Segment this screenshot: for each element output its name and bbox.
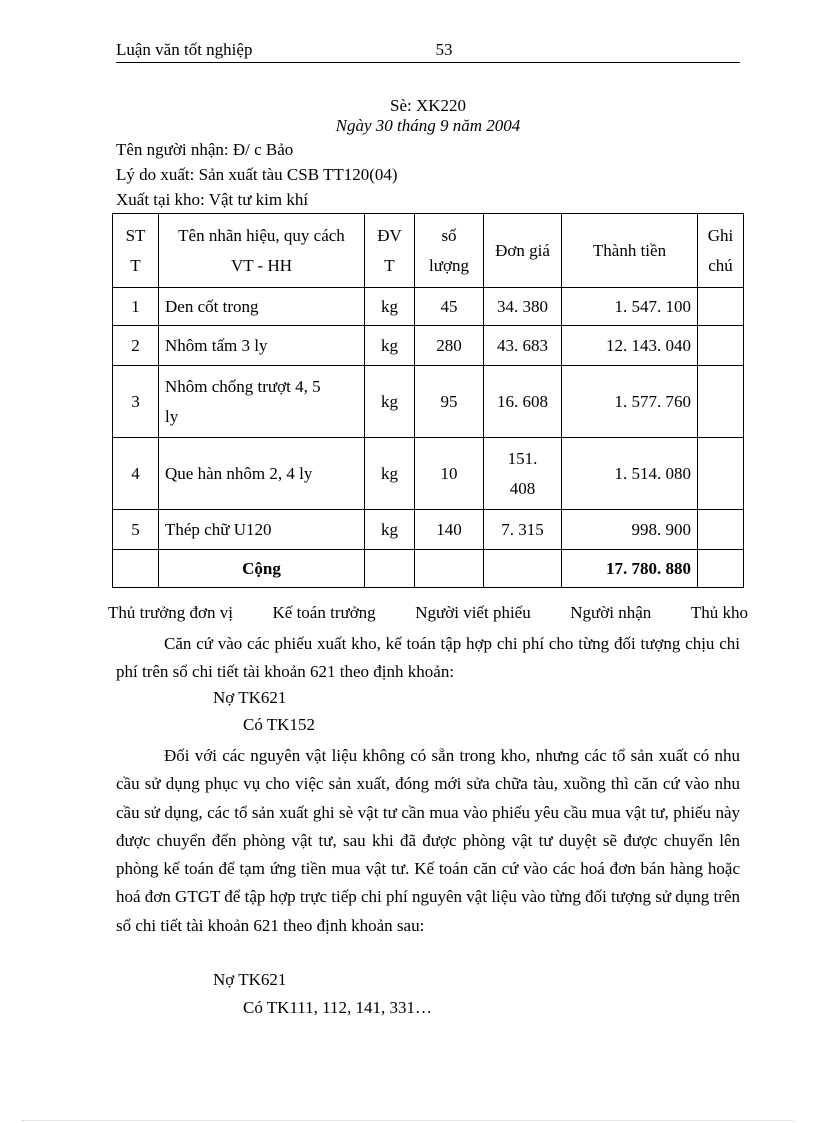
- paragraph-2: Đối với các nguyên vật liệu không có sẵn trong kho, nhưng các tổ sản xuất có nhu cầu sử dụng phục vụ cho việc sản xuất, đóng mới sửa chữa tàu, xuồng thì căn cứ vào nhu cầu sử dụng, các tổ sản xuất ghi sè vật tư cần mua vào phiếu yêu cầu mua vật tư, phiếu này được chuyển đến phòng vật tư, sau khi đã được phòng vật tư duyệt sẽ được chuyển lên phòng kế toán để tạm ứng tiền mua vật tư. Kế toán căn cứ vào các hoá đơn bán hàng hoặc hoá đơn GTGT để tập hợp trực tiếp chi phí nguyên vật liệu vào từng đối tượng sử dụng trên sổ chi tiết tài khoản 621 theo định khoản sau:: [116, 746, 740, 935]
- table-row: 2 Nhôm tấm 3 ly kg 280 43. 683 12. 143. 040: [113, 326, 744, 366]
- header-amount: Thành tiền: [562, 214, 698, 288]
- table-row: 5 Thép chữ U120 kg 140 7. 315 998. 900: [113, 510, 744, 550]
- signature-storekeeper: Thủ kho: [690, 603, 748, 622]
- header-note: Ghi chú: [698, 214, 744, 288]
- header-title: Luận văn tốt nghiệp: [116, 40, 253, 59]
- page-bottom-divider: [22, 1120, 794, 1121]
- recipient-line: Tên người nhận: Đ/ c Bảo: [116, 140, 294, 159]
- signature-writer: Người viết phiếu: [415, 603, 531, 622]
- voucher-date: Ngày 30 tháng 9 năm 2004: [335, 116, 521, 135]
- paragraph-1: Căn cứ vào các phiếu xuất kho, kế toán tập hợp chi phí cho từng đối tượng chịu chi phí trên sổ chi tiết tài khoản 621 theo định khoản:: [116, 634, 740, 682]
- signature-row: [108, 603, 748, 623]
- credit-entry-1: Có TK152: [243, 715, 315, 734]
- debit-entry-1: Nợ TK621: [213, 688, 287, 707]
- header-name: Tên nhãn hiệu, quy cách VT - HH: [159, 214, 365, 288]
- table-row: 4 Que hàn nhôm 2, 4 ly kg 10 151. 408 1. 514. 080: [113, 438, 744, 510]
- debit-entry-2: Nợ TK621: [213, 970, 287, 989]
- signature-director: Thủ trưởng đơn vị: [108, 603, 233, 622]
- header-qty: số lượng: [415, 214, 484, 288]
- voucher-number: Sè: XK220: [389, 96, 467, 115]
- page-header: [116, 38, 740, 63]
- reason-line: Lý do xuất: Sản xuất tàu CSB TT120(04): [116, 165, 398, 184]
- header-unit: ĐV T: [365, 214, 415, 288]
- table-row: 3 Nhôm chống trượt 4, 5 ly kg 95 16. 608 1. 577. 760: [113, 366, 744, 438]
- header-stt: ST T: [113, 214, 159, 288]
- table-header-row: [113, 214, 744, 288]
- issue-table: [112, 213, 744, 588]
- warehouse-line: Xuất tại kho: Vật tư kim khí: [116, 190, 309, 209]
- credit-entry-2: Có TK111, 112, 141, 331…: [243, 998, 433, 1017]
- signature-receiver: Người nhận: [570, 603, 652, 622]
- page-number: 53: [435, 40, 453, 59]
- header-price: Đơn giá: [484, 214, 562, 288]
- table-row: 1 Den cốt trong kg 45 34. 380 1. 547. 100: [113, 288, 744, 326]
- signature-chief-accountant: Kế toán trưởng: [272, 603, 376, 622]
- total-amount: 17. 780. 880: [562, 550, 698, 588]
- total-label: Cộng: [159, 550, 365, 588]
- table-total-row: [113, 550, 744, 588]
